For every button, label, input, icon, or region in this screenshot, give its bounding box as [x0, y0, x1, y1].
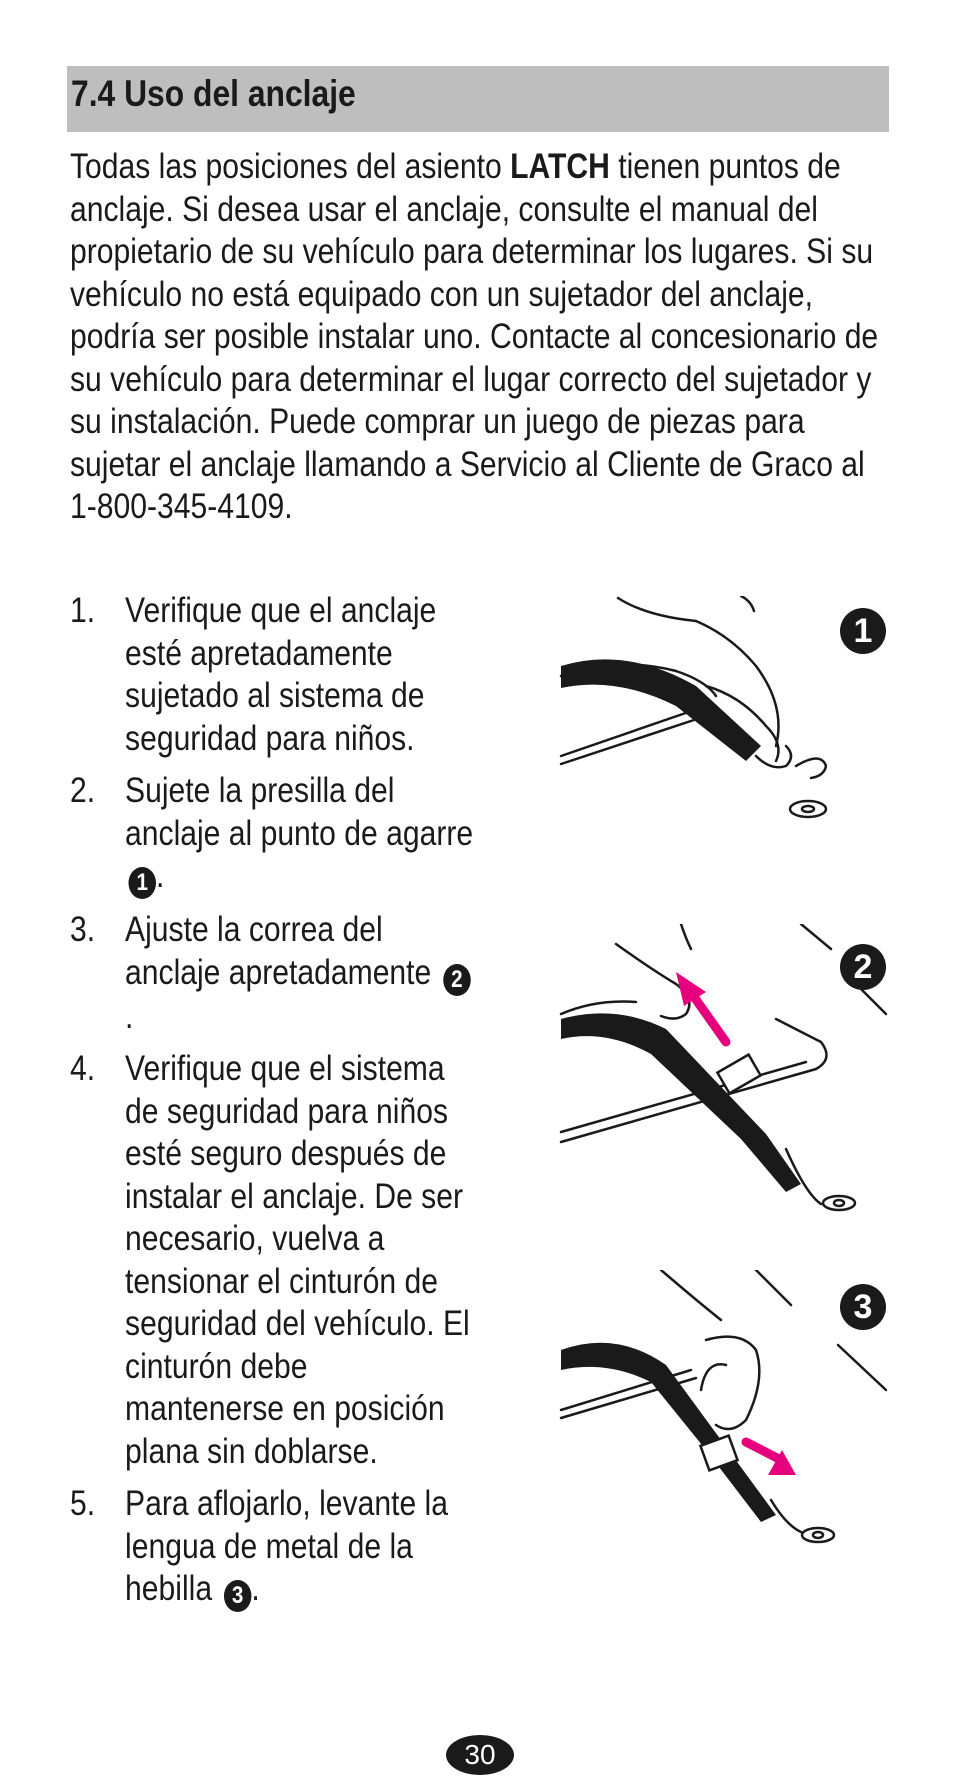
page-number: 30 [446, 1735, 514, 1775]
steps-list [70, 590, 474, 1622]
intro-text-before: Todas las posiciones del asiento [70, 147, 511, 186]
figure-2-tighten-strap [556, 924, 890, 1224]
step-5 [70, 1483, 474, 1612]
figure-ref-badge: 3 [224, 1580, 252, 1612]
step-text: Verifique que el sistema de seguridad para niños esté seguro después de instalar el anclaje. De ser necesario, vuelva a tensionar el cinturón de seguridad del vehículo. El cinturón debe mantenerse en posición plana sin doblarse. [125, 1049, 470, 1471]
step-number: 5. [70, 1484, 96, 1523]
step-4 [70, 1048, 474, 1473]
section-title: 7.4 Uso del anclaje [71, 73, 356, 114]
step-text: Sujete la presilla del anclaje al punto de agarre [125, 771, 474, 853]
step-number: 4. [70, 1049, 96, 1088]
step-number: 3. [70, 910, 96, 949]
intro-text-after: tienen puntos de anclaje. Si desea usar el anclaje, consulte el manual del propietario de su vehículo para determinar los lugares. Si su vehículo no está equipado con un sujetador del anclaje, podría ser posible instalar uno. Contacte al concesionario de su vehículo para determinar el lugar correcto del sujetador y su instalación. Puede comprar un juego de piezas para sujetar el anclaje llamando a Servicio al Cliente de Graco al 1-800-345-4109. [70, 147, 879, 526]
figure-1-tether-hook [556, 596, 890, 826]
step-number: 2. [70, 771, 96, 810]
step-end: . [251, 1569, 260, 1608]
figure-ref-badge: 2 [443, 964, 471, 996]
step-number: 1. [70, 591, 96, 630]
figure-3-number-badge: 3 [840, 1284, 886, 1330]
step-2 [70, 770, 474, 899]
figure-2-number-badge: 2 [840, 944, 886, 990]
step-end: . [125, 996, 134, 1036]
step-text: Para aflojarlo, levante la lengua de metal de la hebilla [125, 1484, 448, 1608]
step-1 [70, 590, 474, 760]
step-text: Ajuste la correa del anclaje apretadamente [125, 910, 440, 992]
release-buckle-illustration [556, 1270, 890, 1560]
step-text: Verifique que el anclaje esté apretadamente sujetado al sistema de seguridad para niños. [125, 591, 437, 758]
figure-3-release-buckle [556, 1270, 890, 1560]
figure-ref-badge: 1 [128, 867, 156, 899]
section-header [67, 66, 889, 132]
intro-latch-bold: LATCH [510, 147, 610, 186]
step-3 [70, 909, 474, 1038]
intro-paragraph [70, 146, 896, 529]
figure-1-number-badge: 1 [840, 608, 886, 654]
step-end: . [156, 856, 165, 895]
